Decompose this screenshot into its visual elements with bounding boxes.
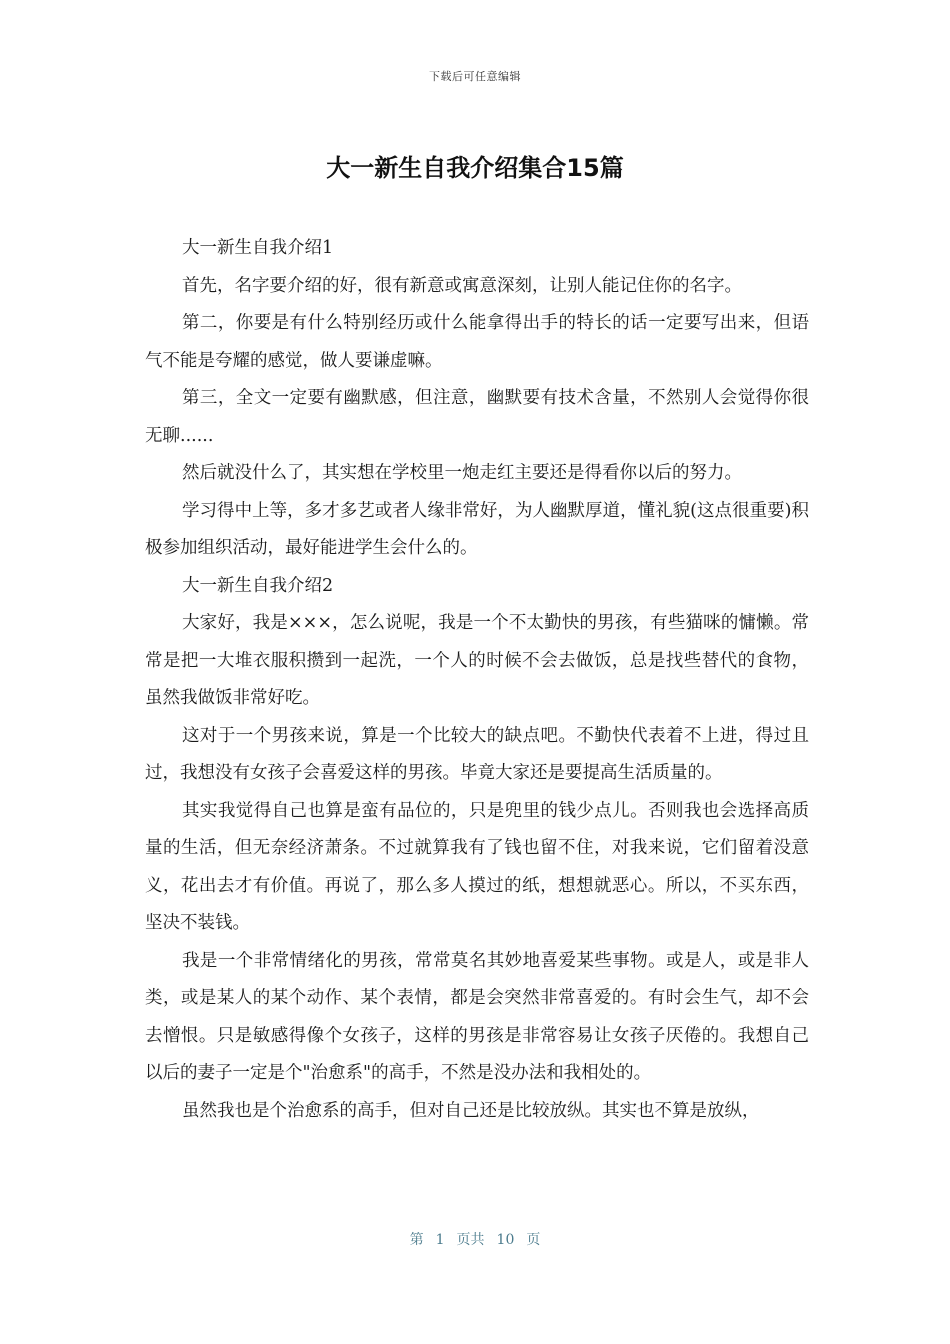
page-label-mid: 页共 bbox=[456, 1232, 485, 1248]
page-label-suffix: 页 bbox=[526, 1232, 541, 1248]
document-body bbox=[145, 230, 809, 1130]
paragraph: 大家好，我是×××，怎么说呢，我是一个不太勤快的男孩，有些猫咪的慵懒。常常是把一大堆衣服积攒到一起洗，一个人的时候不会去做饭，总是找些替代的食物，虽然我做饭非常好吃。 bbox=[145, 613, 809, 708]
document-title: 大一新生自我介绍集合15篇 bbox=[326, 154, 624, 182]
page-number: 1 bbox=[435, 1232, 445, 1248]
paragraph: 其实我觉得自己也算是蛮有品位的，只是兜里的钱少点儿。否则我也会选择高质量的生活，但无奈经济萧条。不过就算我有了钱也留不住，对我来说，它们留着没意义，花出去才有价值。再说了，那么多人摸过的纸，想想就恶心。所以，不买东西，坚决不装钱。 bbox=[145, 800, 809, 933]
paragraph: 第二，你要是有什么特别经历或什么能拿得出手的特长的话一定要写出来，但语气不能是夸耀的感觉，做人要谦虚嘛。 bbox=[145, 313, 809, 371]
paragraph: 虽然我也是个治愈系的高手，但对自己还是比较放纵。其实也不算是放纵， bbox=[182, 1100, 760, 1121]
page-label-prefix: 第 bbox=[409, 1232, 424, 1248]
page-footer bbox=[0, 1229, 950, 1249]
paragraph: 我是一个非常情绪化的男孩，常常莫名其妙地喜爱某些事物。或是人，或是非人类，或是某人的某个动作、某个表情，都是会突然非常喜爱的。有时会生气，却不会去憎恨。只是敏感得像个女孩子，这样的男孩是非常容易让女孩子厌倦的。我想自己以后的妻子一定是个"治愈系"的高手，不然是没办法和我相处的。 bbox=[145, 950, 809, 1083]
paragraph: 然后就没什么了，其实想在学校里一炮走红主要还是得看你以后的努力。 bbox=[182, 463, 742, 483]
paragraph: 首先，名字要介绍的好，很有新意或寓意深刻，让别人能记住你的名字。 bbox=[182, 275, 742, 296]
paragraph: 这对于一个男孩来说，算是一个比较大的缺点吧。不勤快代表着不上进，得过且过，我想没有女孩子会喜爱这样的男孩。毕竟大家还是要提高生活质量的。 bbox=[145, 725, 809, 783]
section-heading-2: 大一新生自我介绍2 bbox=[182, 575, 334, 596]
paragraph: 第三，全文一定要有幽默感，但注意，幽默要有技术含量，不然别人会觉得你很无聊...... bbox=[145, 388, 809, 446]
section-heading-1: 大一新生自我介绍1 bbox=[182, 238, 334, 258]
header-note: 下载后可任意编辑 bbox=[429, 70, 521, 83]
total-pages: 10 bbox=[496, 1232, 515, 1248]
paragraph: 学习得中上等，多才多艺或者人缘非常好，为人幽默厚道，懂礼貌(这点很重要)积极参加组织活动，最好能进学生会什么的。 bbox=[145, 500, 809, 558]
